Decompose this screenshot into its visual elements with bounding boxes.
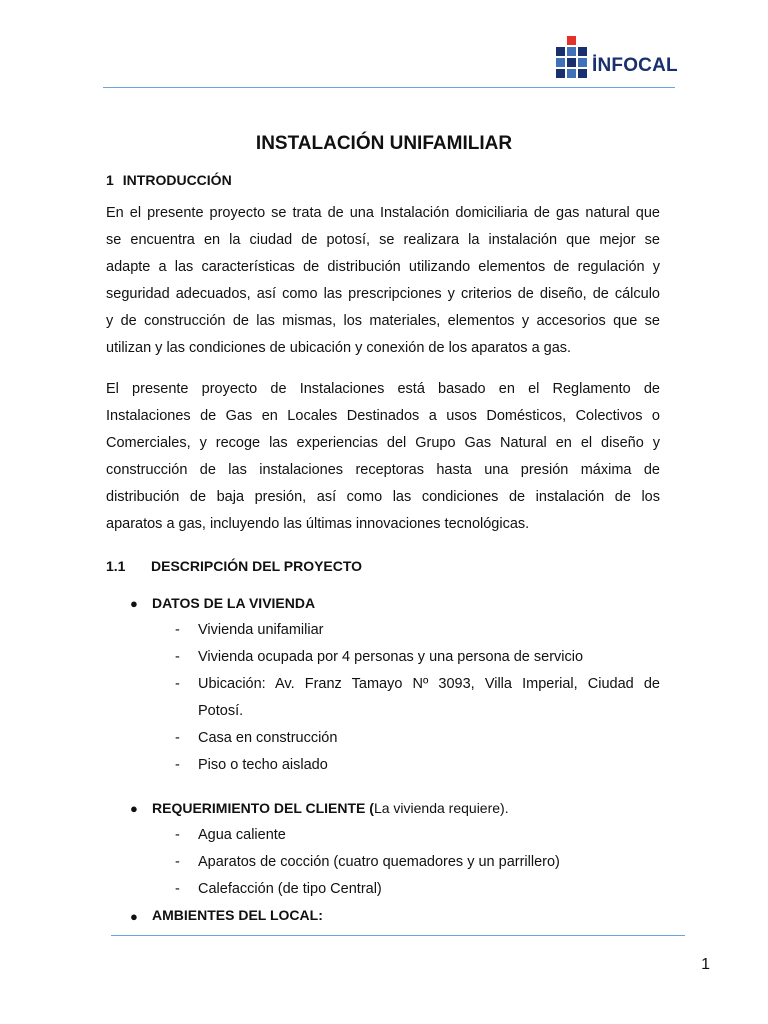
logo-text: İNFOCAL bbox=[592, 55, 678, 76]
list-item: Aparatos de cocción (cuatro quemadores y un parrillero) bbox=[198, 854, 560, 870]
paragraph-line: utilizan y las condiciones de ubicación y conexión de los aparatos a gas. bbox=[106, 340, 572, 356]
bullet-heading-label: REQUERIMIENTO DEL CLIENTE ( bbox=[152, 800, 374, 816]
paragraph-line: El presente proyecto de Instalaciones está basado en el Reglamento de bbox=[106, 381, 660, 397]
dash-icon: - bbox=[175, 881, 180, 897]
section-heading bbox=[106, 171, 232, 189]
paragraph-line: Comerciales, y recoge las experiencias del Grupo Gas Natural en el diseño y bbox=[106, 435, 660, 451]
paragraph-line: se encuentra en la ciudad de potosí, se realizara la instalación que mejor se bbox=[106, 232, 660, 248]
paragraph-line: adapte a las características de distribución utilizando elementos de regulación y bbox=[106, 259, 660, 275]
paragraph-line: construcción de las instalaciones receptoras hasta una presión máxima de bbox=[106, 462, 660, 478]
footer-divider bbox=[111, 935, 685, 936]
document-title: INSTALACIÓN UNIFAMILIAR bbox=[255, 133, 513, 154]
paragraph-line: seguridad adecuados, así como las prescripciones y criterios de diseño, de cálculo bbox=[106, 286, 660, 302]
paragraph-line: y de construcción de las mismas, los materiales, elementos y accesorios que se bbox=[106, 313, 660, 329]
bullet-heading: AMBIENTES DEL LOCAL: bbox=[152, 907, 323, 923]
subsection-heading bbox=[106, 557, 362, 575]
bullet-icon: ● bbox=[130, 909, 138, 924]
list-item: Vivienda ocupada por 4 personas y una persona de servicio bbox=[198, 649, 584, 665]
dash-icon: - bbox=[175, 854, 180, 870]
list-item: Agua caliente bbox=[198, 827, 286, 843]
bullet-icon: ● bbox=[130, 596, 138, 611]
bullet-heading-note: La vivienda requiere). bbox=[373, 800, 509, 816]
dash-icon: - bbox=[175, 649, 180, 665]
bullet-heading bbox=[152, 799, 509, 817]
list-item: Calefacción (de tipo Central) bbox=[198, 881, 382, 897]
list-item: Piso o techo aislado bbox=[198, 757, 328, 773]
logo-grid-icon bbox=[556, 36, 588, 82]
bullet-heading: DATOS DE LA VIVIENDA bbox=[152, 595, 316, 611]
section-number: 1 bbox=[106, 172, 114, 188]
paragraph-line: Instalaciones de Gas en Locales Destinados a usos Domésticos, Colectivos o bbox=[106, 408, 660, 424]
list-item: Casa en construcción bbox=[198, 730, 338, 746]
paragraph-line: En el presente proyecto se trata de una Instalación domiciliaria de gas natural que bbox=[106, 205, 660, 221]
paragraph-line: aparatos a gas, incluyendo las últimas innovaciones tecnológicas. bbox=[106, 516, 530, 532]
dash-icon: - bbox=[175, 827, 180, 843]
dash-icon: - bbox=[175, 676, 180, 692]
section-title: INTRODUCCIÓN bbox=[122, 172, 232, 188]
list-item: Vivienda unifamiliar bbox=[198, 622, 324, 638]
header-divider bbox=[103, 87, 675, 88]
dash-icon: - bbox=[175, 622, 180, 638]
dash-icon: - bbox=[175, 730, 180, 746]
page-number: 1 bbox=[701, 956, 710, 973]
dash-icon: - bbox=[175, 757, 180, 773]
subsection-title: DESCRIPCIÓN DEL PROYECTO bbox=[151, 558, 363, 574]
bullet-icon: ● bbox=[130, 801, 138, 816]
paragraph-line: distribución de baja presión, así como las condiciones de instalación de los bbox=[106, 489, 660, 505]
subsection-number: 1.1 bbox=[106, 558, 126, 574]
list-item: Ubicación: Av. Franz Tamayo Nº 3093, Villa Imperial, Ciudad de bbox=[198, 676, 660, 692]
list-item: Potosí. bbox=[198, 703, 244, 719]
